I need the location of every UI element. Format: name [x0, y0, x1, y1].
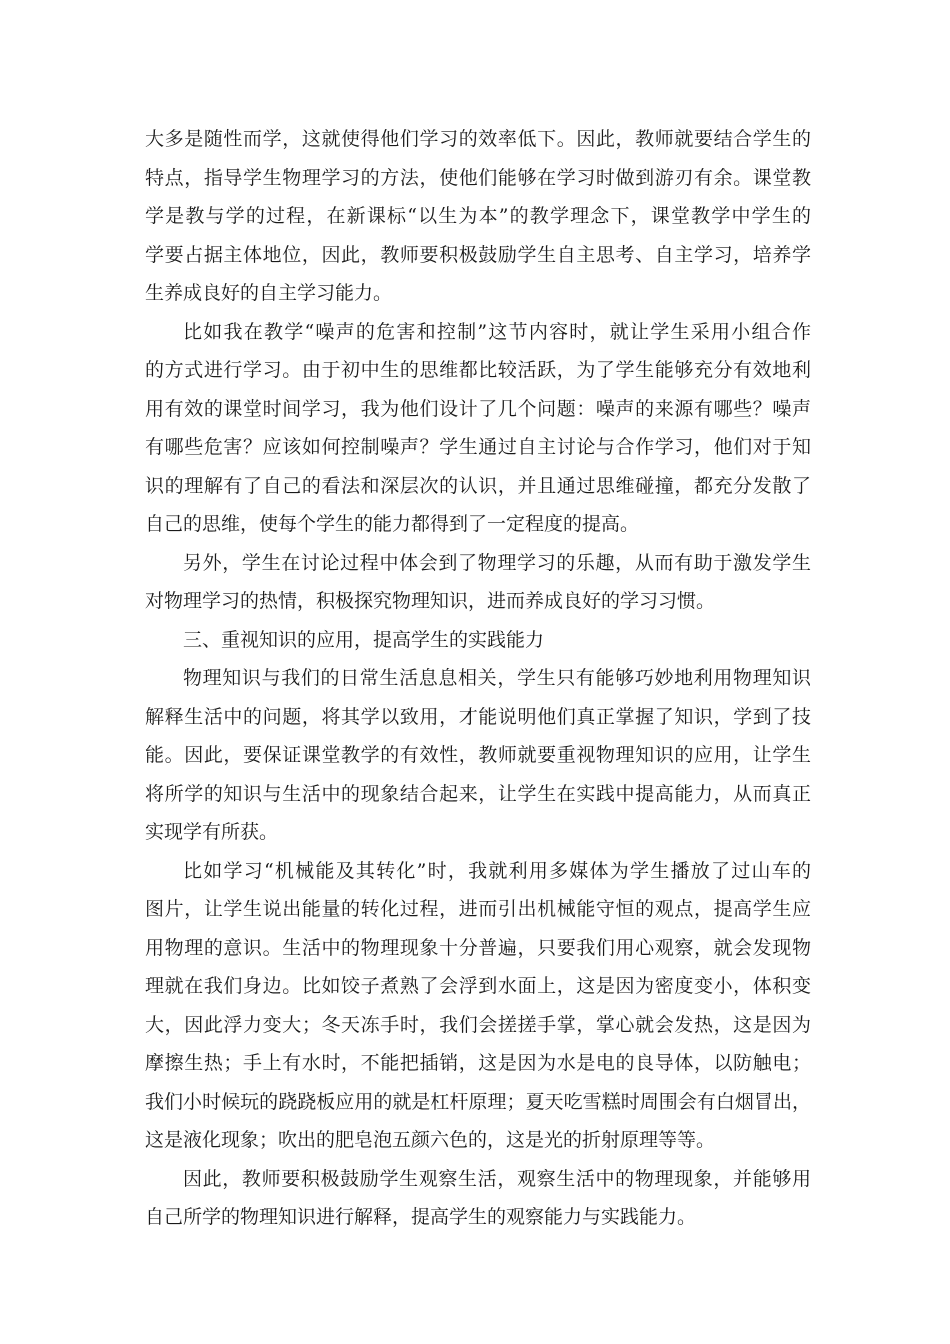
text-line: 大，因此浮力变大；冬天冻手时，我们会搓搓手掌，掌心就会发热，这是因为	[145, 1013, 811, 1036]
text-line: 用有效的课堂时间学习，我为他们设计了几个问题：噪声的来源有哪些？噪声	[145, 397, 811, 420]
text-line: 学要占据主体地位，因此，教师要积极鼓励学生自主思考、自主学习，培养学	[145, 243, 811, 266]
text-line: 图片，让学生说出能量的转化过程，进而引出机械能守恒的观点，提高学生应	[145, 898, 811, 920]
text-line: 生养成良好的自主学习能力。	[145, 282, 393, 304]
text-line: 比如学习“机械能及其转化”时，我就利用多媒体为学生播放了过山车的	[183, 859, 811, 882]
text-line: 实现学有所获。	[145, 821, 279, 843]
text-line: 自己的思维，使每个学生的能力都得到了一定程度的提高。	[145, 513, 640, 535]
text-line: 因此，教师要积极鼓励学生观察生活，观察生活中的物理现象，并能够用	[183, 1167, 811, 1190]
text-line: 摩擦生热；手上有水时，不能把插销，这是因为水是电的良导体，以防触电；	[145, 1052, 811, 1074]
body-text	[145, 120, 811, 1237]
text-line: 解释生活中的问题，将其学以致用，才能说明他们真正掌握了知识，学到了技	[145, 705, 811, 728]
text-line: 的方式进行学习。由于初中生的思维都比较活跃，为了学生能够充分有效地利	[145, 359, 811, 381]
text-line: 大多是随性而学，这就使得他们学习的效率低下。因此，教师就要结合学生的	[145, 128, 811, 150]
text-line: 将所学的知识与生活中的现象结合起来，让学生在实践中提高能力，从而真正	[145, 782, 811, 805]
text-line: 对物理学习的热情，积极探究物理知识，进而养成良好的学习习惯。	[145, 590, 716, 612]
text-line: 比如我在教学“噪声的危害和控制”这节内容时，就让学生采用小组合作	[183, 320, 811, 343]
text-line: 能。因此，要保证课堂教学的有效性，教师就要重视物理知识的应用，让学生	[145, 744, 811, 766]
text-line: 用物理的意识。生活中的物理现象十分普遍，只要我们用心观察，就会发现物	[145, 936, 811, 959]
text-line: 这是液化现象；吹出的肥皂泡五颜六色的，这是光的折射原理等等。	[145, 1129, 716, 1151]
text-line: 另外，学生在讨论过程中体会到了物理学习的乐趣，从而有助于激发学生	[183, 551, 811, 574]
text-line: 理就在我们身边。比如饺子煮熟了会浮到水面上，这是因为密度变小，体积变	[145, 975, 811, 997]
text-line: 识的理解有了自己的看法和深层次的认识，并且通过思维碰撞，都充分发散了	[145, 474, 811, 497]
text-line: 三、重视知识的应用，提高学生的实践能力	[183, 628, 545, 651]
text-line: 学是教与学的过程，在新课标“以生为本”的教学理念下，课堂教学中学生的	[145, 205, 811, 227]
text-line: 物理知识与我们的日常生活息息相关，学生只有能够巧妙地利用物理知识	[183, 667, 811, 689]
text-line: 特点，指导学生物理学习的方法，使他们能够在学习时做到游刃有余。课堂教	[145, 166, 811, 189]
text-line: 有哪些危害？应该如何控制噪声？学生通过自主讨论与合作学习，他们对于知	[145, 436, 811, 458]
text-line: 自己所学的物理知识进行解释，提高学生的观察能力与实践能力。	[145, 1206, 697, 1228]
text-line: 我们小时候玩的跷跷板应用的就是杠杆原理；夏天吃雪糕时周围会有白烟冒出，	[145, 1090, 811, 1113]
